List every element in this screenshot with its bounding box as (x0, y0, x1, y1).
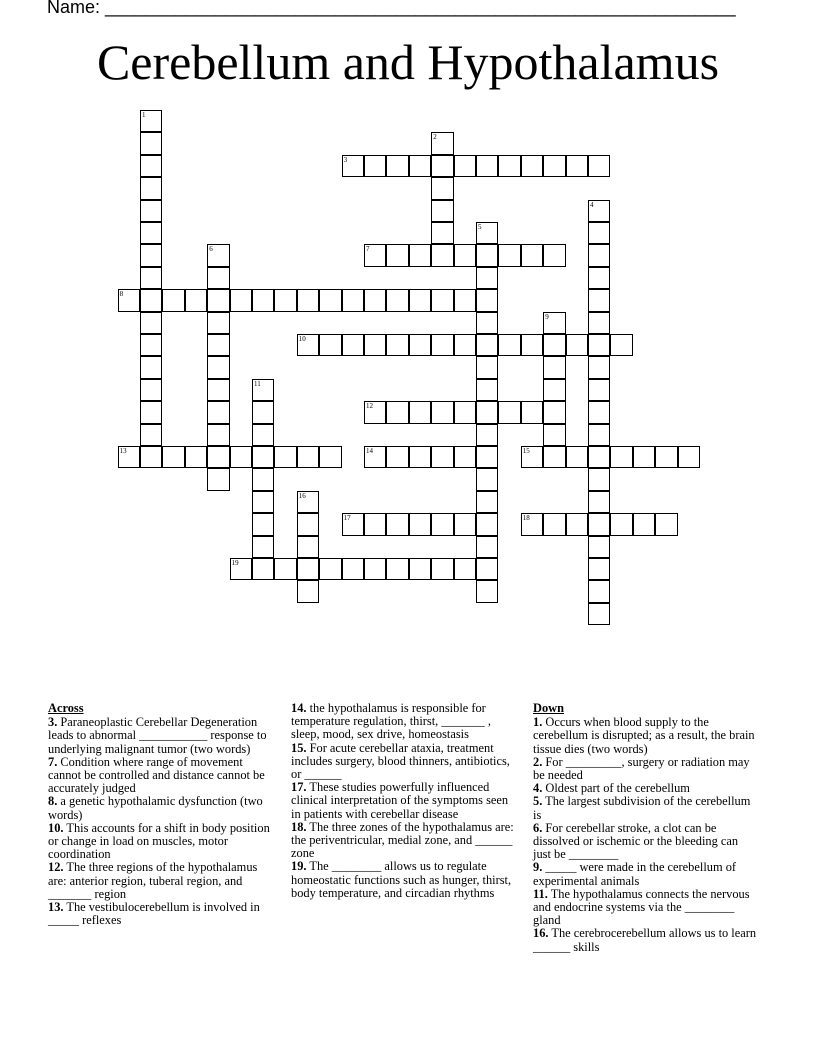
grid-cell[interactable] (633, 446, 655, 468)
grid-cell[interactable] (364, 289, 386, 311)
grid-cell[interactable] (140, 222, 162, 244)
grid-cell[interactable] (319, 334, 341, 356)
grid-cell[interactable] (498, 244, 520, 266)
cell-number: 3 (343, 155, 348, 164)
grid-cell[interactable] (543, 446, 565, 468)
grid-cell[interactable] (140, 132, 162, 154)
grid-cell[interactable] (476, 289, 498, 311)
grid-cell[interactable] (140, 401, 162, 423)
grid-cell[interactable] (207, 334, 229, 356)
clue-text: _____ were made in the cerebellum of experimental animals (533, 860, 737, 888)
grid-cell[interactable] (588, 468, 610, 490)
grid-cell[interactable] (409, 334, 431, 356)
grid-cell[interactable] (409, 401, 431, 423)
grid-cell[interactable] (431, 200, 453, 222)
grid-cell[interactable] (140, 424, 162, 446)
clue-text: The ________ allows us to regulate homeostatic functions such as hunger, thirst, body temperature, and circadian rhythms (291, 859, 512, 900)
grid-cell[interactable] (543, 334, 565, 356)
grid-cell[interactable] (409, 513, 431, 535)
clue-number: 7. (48, 754, 58, 769)
grid-cell[interactable] (566, 155, 588, 177)
clue-number: 4. (533, 781, 543, 796)
grid-cell[interactable] (454, 289, 476, 311)
grid-cell[interactable] (162, 289, 184, 311)
grid-cell[interactable] (543, 244, 565, 266)
grid-cell[interactable] (364, 558, 386, 580)
grid-cell[interactable] (588, 513, 610, 535)
grid-cell[interactable] (409, 155, 431, 177)
clue-text: These studies powerfully influenced clinical interpretation of the symptoms seen in patients with cerebellar disease (291, 780, 509, 821)
grid-cell[interactable] (655, 446, 677, 468)
grid-cell[interactable] (364, 155, 386, 177)
grid-cell[interactable] (207, 401, 229, 423)
grid-cell[interactable] (454, 401, 476, 423)
grid-cell[interactable] (140, 110, 162, 132)
grid-cell[interactable] (454, 334, 476, 356)
grid-cell[interactable] (476, 244, 498, 266)
grid-cell[interactable] (252, 424, 274, 446)
grid-cell[interactable] (543, 401, 565, 423)
down-clue (533, 756, 759, 782)
grid-cell[interactable] (319, 558, 341, 580)
grid-cell[interactable] (364, 401, 386, 423)
grid-cell[interactable] (342, 155, 364, 177)
grid-cell[interactable] (588, 312, 610, 334)
grid-cell[interactable] (252, 513, 274, 535)
clue-number: 18. (291, 819, 307, 834)
grid-cell[interactable] (476, 468, 498, 490)
clue-text: The three zones of the hypothalamus are: the periventricular, medial zone, and ______ zone (291, 819, 514, 861)
grid-cell[interactable] (207, 424, 229, 446)
grid-cell[interactable] (431, 334, 453, 356)
grid-cell[interactable] (297, 558, 319, 580)
grid-cell[interactable] (274, 289, 296, 311)
clue-number: 12. (48, 860, 64, 875)
clue-number: 9. (533, 860, 543, 875)
across-clue (48, 795, 272, 821)
grid-cell[interactable] (431, 177, 453, 199)
grid-cell[interactable] (118, 289, 140, 311)
down-clues (533, 702, 759, 954)
grid-cell[interactable] (431, 244, 453, 266)
grid-cell[interactable] (252, 446, 274, 468)
grid-cell[interactable] (588, 222, 610, 244)
grid-cell[interactable] (588, 536, 610, 558)
grid-cell[interactable] (476, 491, 498, 513)
clue-text: For _________, surgery or radiation may be needed (533, 754, 750, 783)
grid-cell[interactable] (476, 401, 498, 423)
grid-cell[interactable] (297, 334, 319, 356)
grid-cell[interactable] (252, 558, 274, 580)
grid-cell[interactable] (207, 379, 229, 401)
grid-cell[interactable] (230, 558, 252, 580)
grid-cell[interactable] (588, 446, 610, 468)
grid-cell[interactable] (297, 536, 319, 558)
grid-cell[interactable] (297, 289, 319, 311)
grid-cell[interactable] (588, 424, 610, 446)
grid-cell[interactable] (476, 558, 498, 580)
grid-cell[interactable] (588, 379, 610, 401)
cell-number: 4 (590, 200, 594, 209)
across-clue (48, 716, 272, 756)
down-clue-list (533, 716, 759, 954)
grid-cell[interactable] (207, 244, 229, 266)
grid-cell[interactable] (454, 446, 476, 468)
down-clue (533, 716, 759, 756)
grid-cell[interactable] (118, 446, 140, 468)
grid-cell[interactable] (140, 356, 162, 378)
grid-cell[interactable] (364, 244, 386, 266)
grid-cell[interactable] (476, 446, 498, 468)
grid-cell[interactable] (566, 334, 588, 356)
grid-cell[interactable] (588, 558, 610, 580)
across-clue (48, 861, 272, 901)
grid-cell[interactable] (588, 155, 610, 177)
grid-cell[interactable] (566, 513, 588, 535)
grid-cell[interactable] (543, 312, 565, 334)
clue-number: 11. (533, 886, 548, 901)
grid-cell[interactable] (252, 379, 274, 401)
grid-cell[interactable] (588, 491, 610, 513)
cell-number: 10 (298, 335, 306, 343)
grid-cell[interactable] (431, 401, 453, 423)
grid-cell[interactable] (386, 244, 408, 266)
grid-cell[interactable] (476, 536, 498, 558)
grid-cell[interactable] (588, 289, 610, 311)
clue-text: The vestibulocerebellum is involved in _____ reflexes (48, 900, 260, 928)
grid-cell[interactable] (207, 446, 229, 468)
grid-cell[interactable] (342, 334, 364, 356)
grid-cell[interactable] (409, 289, 431, 311)
grid-cell[interactable] (297, 513, 319, 535)
grid-cell[interactable] (364, 446, 386, 468)
cell-number: 13 (119, 447, 127, 455)
cell-number: 12 (366, 402, 373, 411)
grid-cell[interactable] (140, 379, 162, 401)
grid-cell[interactable] (566, 446, 588, 468)
grid-cell[interactable] (543, 513, 565, 535)
clue-number: 13. (48, 900, 64, 915)
grid-cell[interactable] (252, 401, 274, 423)
across-clue (291, 742, 517, 782)
grid-cell[interactable] (476, 312, 498, 334)
grid-cell[interactable] (140, 177, 162, 199)
grid-cell[interactable] (521, 401, 543, 423)
grid-cell[interactable] (476, 424, 498, 446)
grid-cell[interactable] (431, 222, 453, 244)
across-clues (48, 702, 272, 927)
grid-cell[interactable] (588, 356, 610, 378)
grid-cell[interactable] (521, 334, 543, 356)
clue-text: The largest subdivision of the cerebellum is (533, 794, 751, 822)
down-clue (533, 795, 759, 821)
clue-number: 14. (291, 701, 307, 715)
grid-cell[interactable] (386, 334, 408, 356)
across-clue (291, 781, 517, 821)
grid-cell[interactable] (386, 401, 408, 423)
grid-cell[interactable] (140, 267, 162, 289)
clue-number: 6. (533, 820, 543, 835)
cell-number: 15 (522, 447, 530, 455)
grid-cell[interactable] (319, 289, 341, 311)
grid-cell[interactable] (454, 513, 476, 535)
puzzle-title: Cerebellum and Hypothalamus (96, 34, 720, 90)
grid-cell[interactable] (207, 289, 229, 311)
grid-cell[interactable] (252, 491, 274, 513)
cell-number: 5 (478, 223, 482, 231)
grid-cell[interactable] (588, 200, 610, 222)
grid-cell[interactable] (498, 401, 520, 423)
grid-cell[interactable] (543, 424, 565, 446)
grid-cell[interactable] (207, 468, 229, 490)
grid-cell[interactable] (543, 379, 565, 401)
across-clue (48, 901, 272, 927)
clue-text: Paraneoplastic Cerebellar Degeneration leads to abnormal ___________ response to underlying malignant tumor (two words) (48, 715, 267, 756)
grid-cell[interactable] (342, 289, 364, 311)
grid-cell[interactable] (431, 558, 453, 580)
grid-cell[interactable] (521, 155, 543, 177)
grid-cell[interactable] (610, 334, 632, 356)
cell-number: 17 (343, 514, 351, 523)
grid-cell[interactable] (386, 289, 408, 311)
across-clue (48, 822, 272, 862)
grid-cell[interactable] (588, 580, 610, 602)
grid-cell[interactable] (252, 536, 274, 558)
grid-cell[interactable] (588, 244, 610, 266)
down-clue (533, 861, 759, 887)
grid-cell[interactable] (140, 244, 162, 266)
grid-cell[interactable] (386, 513, 408, 535)
clue-text: This accounts for a shift in body position or change in load on muscles, motor coordination (48, 820, 270, 862)
grid-cell[interactable] (454, 558, 476, 580)
grid-cell[interactable] (342, 558, 364, 580)
grid-cell[interactable] (521, 446, 543, 468)
clue-number: 2. (533, 754, 543, 769)
cell-number: 18 (522, 514, 530, 523)
grid-cell[interactable] (140, 312, 162, 334)
grid-cell[interactable] (162, 446, 184, 468)
clue-number: 16. (533, 926, 549, 941)
down-clue (533, 927, 759, 953)
across-clues-continued (291, 702, 517, 900)
grid-cell[interactable] (431, 513, 453, 535)
cell-number: 6 (209, 245, 213, 254)
grid-cell[interactable] (476, 334, 498, 356)
grid-cell[interactable] (476, 513, 498, 535)
grid-cell[interactable] (431, 132, 453, 154)
grid-cell[interactable] (230, 446, 252, 468)
across-clue (291, 821, 517, 861)
clue-text: Oldest part of the cerebellum (545, 781, 690, 796)
cell-number: 8 (119, 290, 124, 299)
grid-cell[interactable] (454, 244, 476, 266)
grid-cell[interactable] (476, 580, 498, 602)
grid-cell[interactable] (274, 446, 296, 468)
across-clue-list-continued (291, 702, 517, 900)
across-clue-list (48, 716, 272, 927)
grid-cell[interactable] (140, 155, 162, 177)
grid-cell[interactable] (498, 155, 520, 177)
clue-text: The three regions of the hypothalamus are: anterior region, tuberal region, and _______ region (48, 860, 258, 901)
clue-number: 5. (533, 794, 543, 809)
cell-number: 1 (142, 111, 146, 119)
cell-number: 11 (254, 379, 261, 388)
grid-cell[interactable] (230, 289, 252, 311)
across-clue (291, 702, 517, 742)
grid-cell[interactable] (342, 513, 364, 535)
clue-number: 8. (48, 794, 58, 809)
clue-text: the hypothalamus is responsible for temperature regulation, thirst, _______ , sleep, mood, sex drive, homeostasis (291, 701, 491, 742)
down-clue (533, 822, 759, 862)
across-clue (48, 756, 272, 796)
grid-cell[interactable] (476, 379, 498, 401)
grid-cell[interactable] (409, 244, 431, 266)
grid-cell[interactable] (207, 267, 229, 289)
cell-number: 19 (231, 559, 239, 567)
clue-text: Condition where range of movement cannot be controlled and distance cannot be accurately judged (48, 754, 265, 796)
grid-cell[interactable] (431, 155, 453, 177)
grid-cell[interactable] (431, 446, 453, 468)
grid-cell[interactable] (543, 155, 565, 177)
clue-text: The cerebrocerebellum allows us to learn ______ skills (533, 926, 757, 954)
grid-cell[interactable] (185, 446, 207, 468)
grid-cell[interactable] (140, 200, 162, 222)
clue-number: 3. (48, 715, 58, 730)
clue-text: a genetic hypothalamic dysfunction (two words) (48, 794, 263, 822)
grid-cell[interactable] (521, 513, 543, 535)
grid-cell[interactable] (454, 155, 476, 177)
grid-cell[interactable] (476, 155, 498, 177)
grid-cell[interactable] (386, 446, 408, 468)
grid-cell[interactable] (498, 334, 520, 356)
grid-cell[interactable] (140, 289, 162, 311)
grid-cell[interactable] (297, 580, 319, 602)
grid-cell[interactable] (252, 289, 274, 311)
grid-cell[interactable] (543, 356, 565, 378)
grid-cell[interactable] (588, 267, 610, 289)
across-clue (291, 860, 517, 900)
grid-cell[interactable] (476, 267, 498, 289)
grid-cell[interactable] (409, 558, 431, 580)
grid-cell[interactable] (610, 446, 632, 468)
grid-cell[interactable] (409, 446, 431, 468)
grid-cell[interactable] (319, 446, 341, 468)
clue-number: 15. (291, 740, 307, 755)
clue-number: 10. (48, 820, 64, 835)
grid-cell[interactable] (140, 446, 162, 468)
grid-cell[interactable] (386, 558, 408, 580)
grid-cell[interactable] (476, 222, 498, 244)
grid-cell[interactable] (386, 155, 408, 177)
grid-cell[interactable] (364, 334, 386, 356)
cell-number: 16 (298, 491, 306, 500)
grid-cell[interactable] (588, 603, 610, 625)
grid-cell[interactable] (655, 513, 677, 535)
grid-cell[interactable] (297, 446, 319, 468)
across-heading: Across (48, 701, 84, 715)
grid-cell[interactable] (610, 513, 632, 535)
clue-text: For acute cerebellar ataxia, treatment includes surgery, blood thinners, antibiotics, or ______ (291, 740, 510, 782)
cell-number: 2 (433, 133, 437, 142)
grid-cell[interactable] (521, 244, 543, 266)
clue-number: 1. (533, 715, 543, 730)
grid-cell[interactable] (207, 356, 229, 378)
grid-cell[interactable] (185, 289, 207, 311)
cell-number: 9 (545, 312, 549, 321)
grid-cell[interactable] (207, 312, 229, 334)
down-heading: Down (533, 701, 564, 715)
clue-text: The hypothalamus connects the nervous and endocrine systems via the ________ gland (533, 886, 750, 928)
grid-cell[interactable] (588, 401, 610, 423)
grid-cell[interactable] (140, 334, 162, 356)
clue-text: Occurs when blood supply to the cerebellum is disrupted; as a result, the brain tissue dies (two words) (533, 715, 755, 756)
grid-cell[interactable] (678, 446, 700, 468)
cell-number: 14 (366, 447, 373, 455)
grid-cell[interactable] (431, 289, 453, 311)
grid-cell[interactable] (476, 356, 498, 378)
grid-cell[interactable] (588, 334, 610, 356)
grid-cell[interactable] (633, 513, 655, 535)
down-clue (533, 888, 759, 928)
grid-cell[interactable] (274, 558, 296, 580)
grid-cell[interactable] (252, 468, 274, 490)
cell-number: 7 (366, 245, 370, 254)
name-field-label: Name: _______________________________________________________________ (47, 0, 736, 17)
clue-number: 17. (291, 780, 307, 795)
grid-cell[interactable] (297, 491, 319, 513)
clue-text: For cerebellar stroke, a clot can be dissolved or ischemic or the bleeding can just be ________ (533, 820, 739, 862)
clue-number: 19. (291, 859, 307, 874)
grid-cell[interactable] (364, 513, 386, 535)
